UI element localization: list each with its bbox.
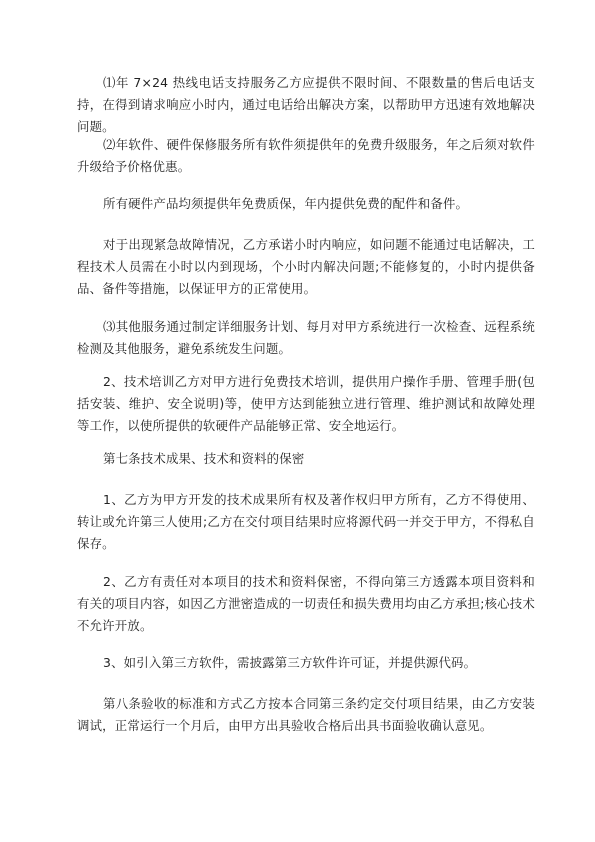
paragraph-third-party-software: 3、如引入第三方软件，需披露第三方软件许可证，并提供源代码。 <box>103 655 477 670</box>
paragraph-warranty-service: ⑵年软件、硬件保修服务所有软件须提供年的免费升级服务，年之后须对软件升级给予价格优惠。 <box>77 137 535 174</box>
paragraph-article-8-acceptance: 第八条验收的标准和方式乙方按本合同第三条约定交付项目结果，由乙方安装调试，正常运行一个月后，由甲方出具验收合格后出具书面验收确认意见。 <box>77 696 535 733</box>
paragraph-hardware-warranty: 所有硬件产品均须提供年免费质保，年内提供免费的配件和备件。 <box>103 196 469 211</box>
paragraph-other-services: ⑶其他服务通过制定详细服务计划、每月对甲方系统进行一次检查、远程系统检测及其他服务，避免系统发生问题。 <box>77 319 535 356</box>
section-heading-article-7: 第七条技术成果、技术和资料的保密 <box>103 451 305 466</box>
paragraph-emergency-response: 对于出现紧急故障情况，乙方承诺小时内响应，如问题不能通过电话解决，工程技术人员需在小时以内到现场，个小时内解决问题;不能修复的，小时内提供备品、备件等措施，以保证甲方的正常使用。 <box>77 237 535 296</box>
paragraph-ownership-of-results: 1、乙方为甲方开发的技术成果所有权及著作权归甲方所有，乙方不得使用、转让或允许第三人使用;乙方在交付项目结果时应将源代码一并交于甲方，不得私自保存。 <box>77 492 535 551</box>
paragraph-technical-training: 2、技术培训乙方对甲方进行免费技术培训，提供用户操作手册、管理手册(包括安装、维护、安全说明)等，使甲方达到能独立进行管理、维护测试和故障处理等工作，以使所提供的软硬件产品能够正常、安全地运行。 <box>77 374 535 433</box>
paragraph-confidentiality: 2、乙方有责任对本项目的技术和资料保密，不得向第三方透露本项目资料和有关的项目内容，如因乙方泄密造成的一切责任和损失费用均由乙方承担;核心技术不允许开放。 <box>77 574 535 633</box>
paragraph-hotline-support: ⑴年 7×24 热线电话支持服务乙方应提供不限时间、不限数量的售后电话支持，在得到请求响应小时内，通过电话给出解决方案，以帮助甲方迅速有效地解决问题。 <box>77 75 535 134</box>
